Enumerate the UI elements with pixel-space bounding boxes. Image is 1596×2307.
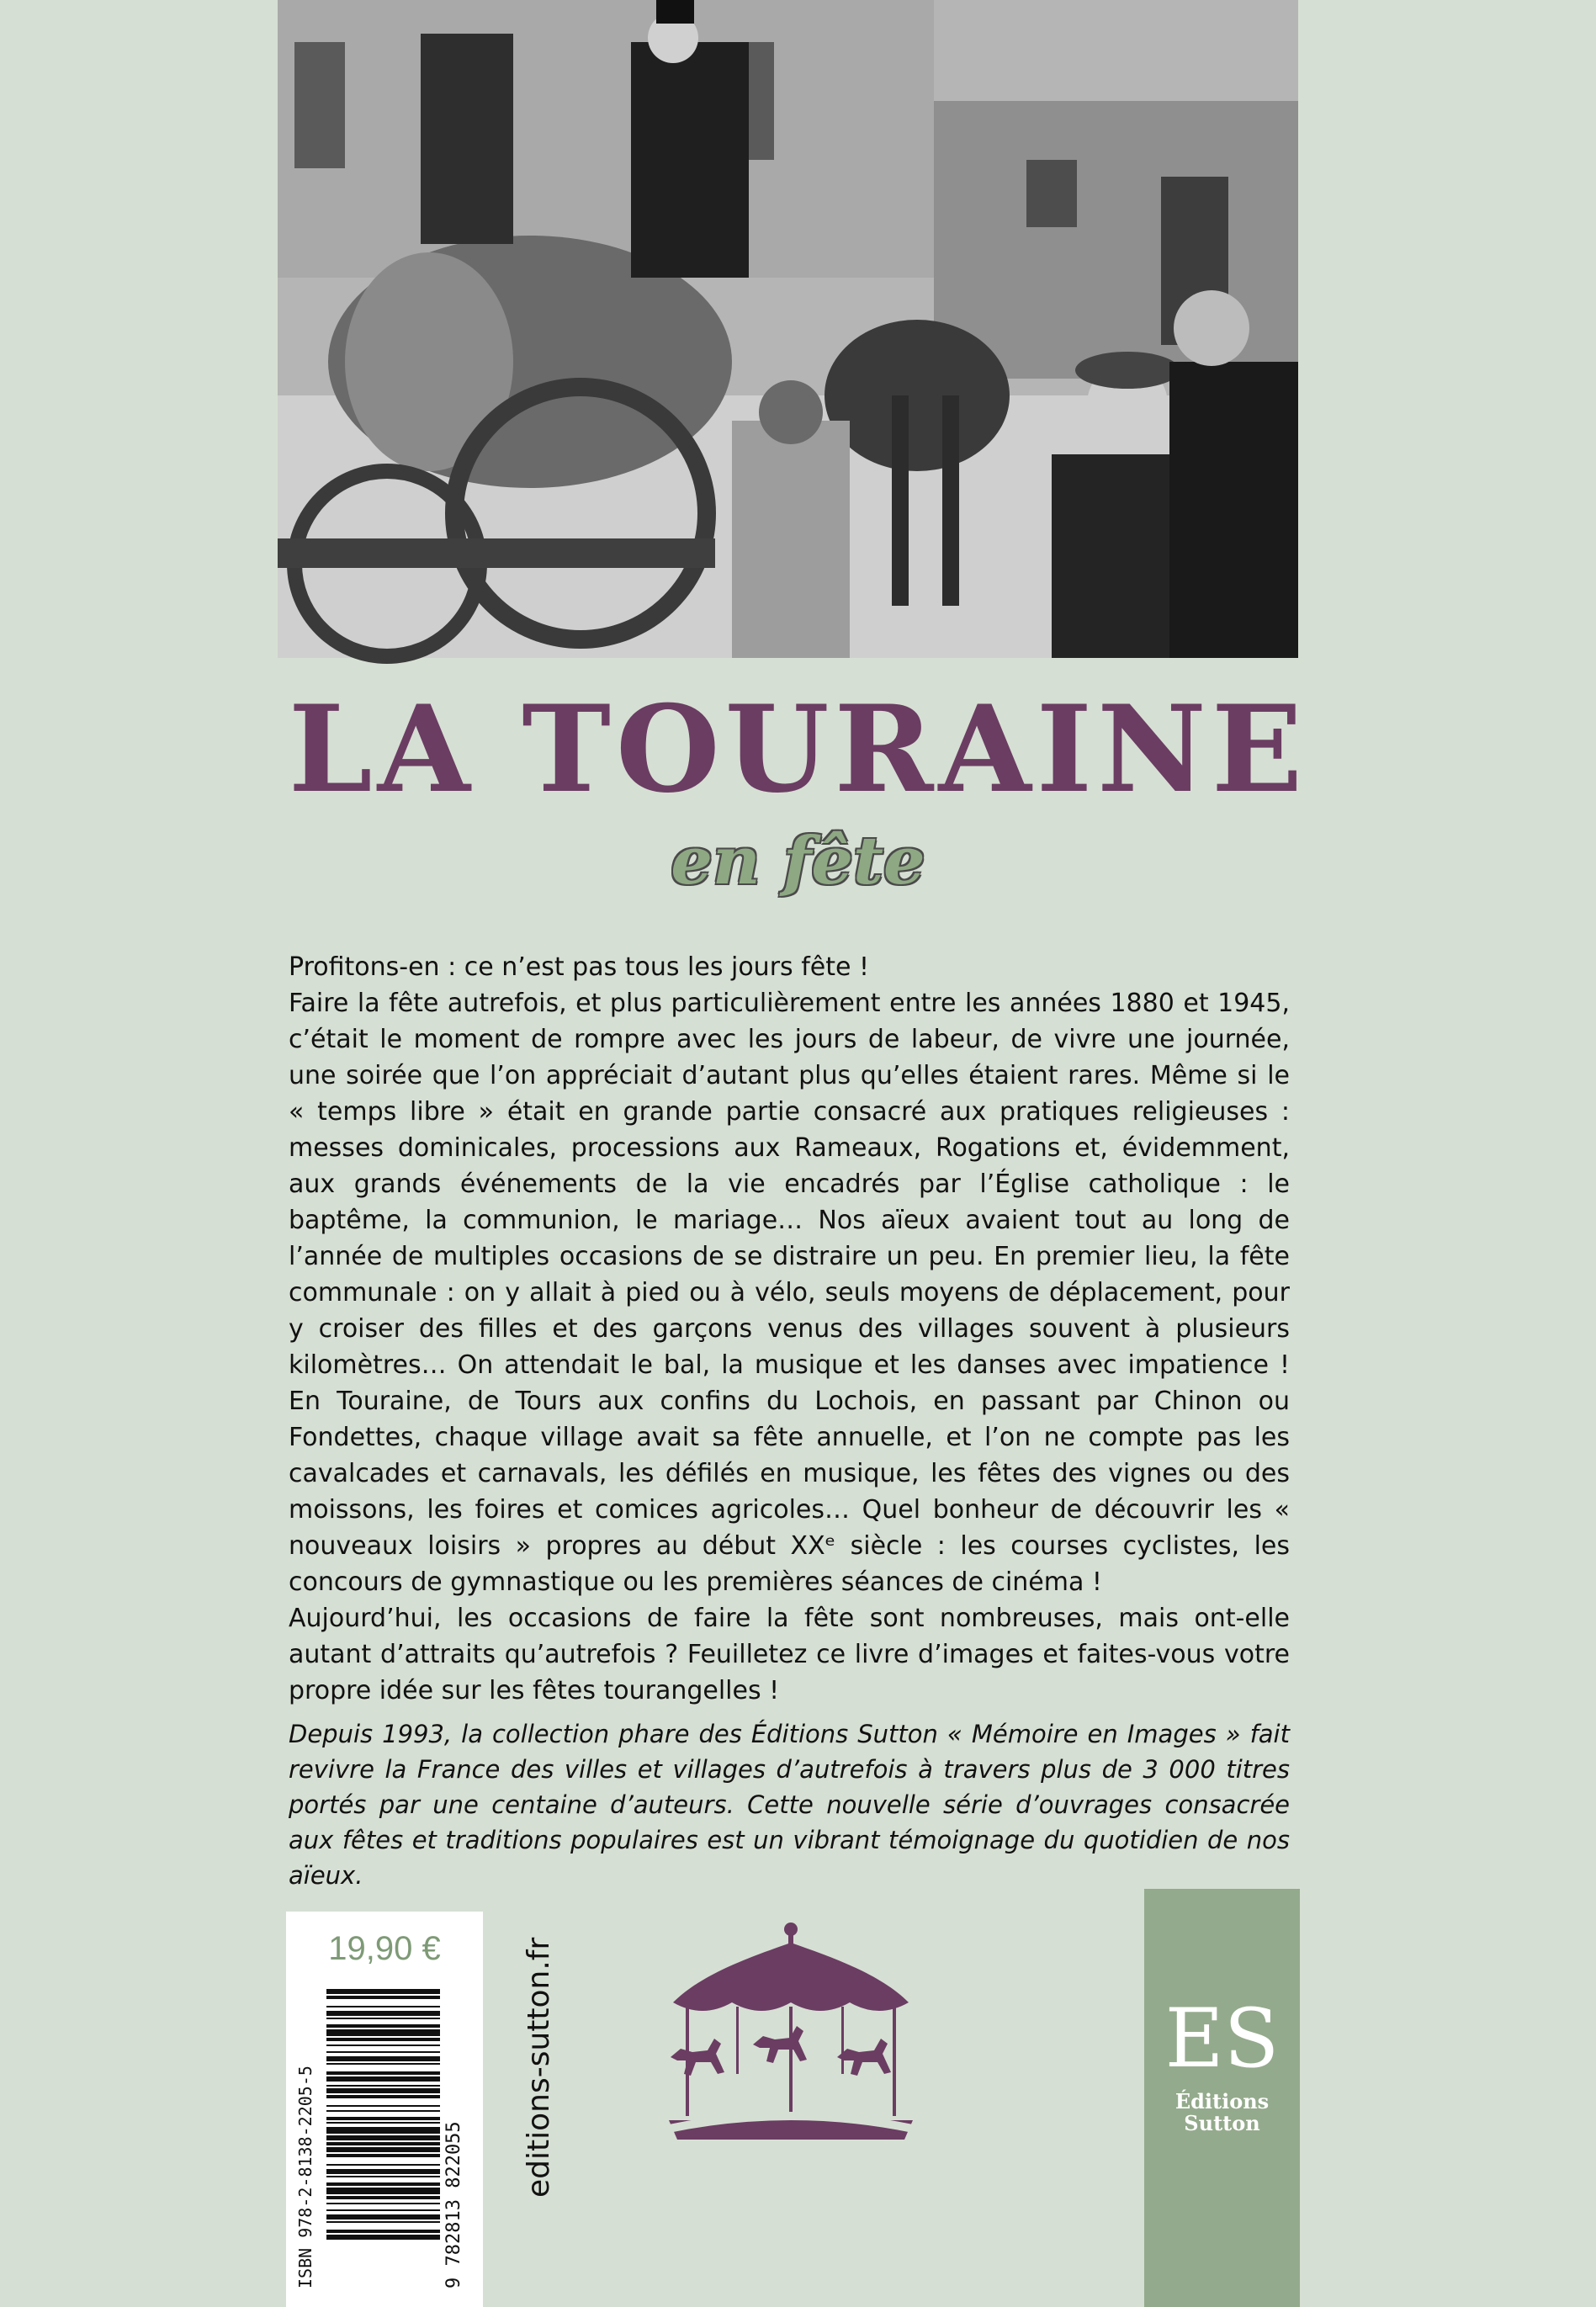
barcode-bar (326, 2209, 440, 2211)
barcode-bar (326, 2076, 440, 2082)
barcode-bar (326, 2127, 440, 2134)
barcode-bar (326, 1989, 440, 1994)
barcode-bar (326, 2006, 440, 2007)
barcode-bar (326, 2164, 440, 2166)
barcode-bar (326, 2044, 440, 2046)
publisher-logo: ES (1164, 1991, 1280, 2086)
book-subtitle: en fête (671, 823, 925, 899)
price-label: 19,90 € (328, 1930, 441, 1967)
barcode-bar (326, 2088, 440, 2093)
barcode-bar (326, 2154, 440, 2157)
barcode-bar (326, 2230, 440, 2233)
barcode-bar (326, 2188, 440, 2194)
barcode-bar (326, 2196, 440, 2199)
carousel-icon (669, 1922, 913, 2143)
barcode-bar (326, 2024, 440, 2028)
barcode-bar (326, 1996, 440, 1999)
barcode-bar (326, 2063, 440, 2065)
barcode-bar (326, 2235, 440, 2240)
barcode-bar (326, 2018, 440, 2019)
barcode-bar (326, 2142, 440, 2145)
blurb-paragraph: Profitons-en : ce n’est pas tous les jours fête ! (289, 952, 869, 982)
barcode-bar (326, 2214, 440, 2219)
cover-photo (278, 0, 1298, 658)
barcode-bar (326, 2203, 440, 2204)
publisher-name-line2: Sutton (1184, 2111, 1260, 2135)
publisher-website[interactable]: editions-sutton.fr (522, 1937, 556, 2198)
barcode-bar (326, 2056, 440, 2061)
barcode-bar (326, 2135, 440, 2140)
barcode (295, 1986, 469, 2297)
book-title: LA TOURAINE (288, 680, 1308, 819)
blurb-paragraph: Aujourd’hui, les occasions de faire la fête sont nombreuses, mais ont-elle autant d’attraits qu’autrefois ? Feuilletez ce livre d’images et faites-vous votre propre idée sur les fêtes tourangelles ! (289, 1604, 1290, 1705)
collection-description: Depuis 1993, la collection phare des Éditions Sutton « Mémoire en Images » fait revivre la France des villes et villages d’autrefois à travers plus de 3 000 titres portés par une centaine d’auteurs. Cette nouvelle série d’ouvrages consacrée aux fêtes et traditions populaires est un vibrant témoignage du quotidien de nos aïeux. (289, 1720, 1290, 1890)
barcode-bar (326, 2038, 440, 2041)
barcode-bar (326, 2085, 440, 2087)
barcode-bar (326, 2147, 440, 2152)
barcode-bar (326, 2071, 440, 2075)
back-cover-blurb (289, 949, 1290, 1709)
barcode-bar (326, 2051, 440, 2053)
isbn-label: ISBN 978-2-8138-2205-5 (295, 2066, 315, 2288)
barcode-bar (326, 2095, 440, 2098)
barcode-bar (326, 2221, 440, 2223)
publisher-panel (1144, 1889, 1300, 2307)
barcode-bar (326, 2117, 440, 2120)
barcode-bar (326, 2110, 440, 2112)
barcode-bar (326, 2105, 440, 2107)
barcode-bar (326, 2122, 440, 2124)
barcode-bar (326, 2176, 440, 2177)
barcode-digits: 9 782813 822055 (443, 2121, 464, 2288)
barcode-box (286, 1912, 483, 2307)
publisher-name-line1: Éditions (1174, 2089, 1270, 2113)
blurb-paragraph: Faire la fête autrefois, et plus particulièrement entre les années 1880 et 1945, c’était le moment de rompre avec les jours de labeur, de vivre une journée, une soirée que l’on appréciait d’autant plus qu’elles étaient rares. Même si le « temps libre » était en grande partie consacré aux pratiques religieuses : messes dominicales, processions aux Rameaux, Rogations et, évidemment, aux grands événements de la vie encadrés par l’Église catholique : le baptême, la communion, le mariage… Nos aïeux avaient tout au long de l’année de multiples occasions de se distraire un peu. En premier lieu, la fête communale : on y allait à pied ou à vélo, seuls moyens de déplacement, pour y croiser des filles et des garçons venus des villages souvent à plusieurs kilomètres… On attendait le bal, la musique et les danses avec impatience ! En Touraine, de Tours aux confins du Lochois, en passant par Chinon ou Fondettes, chaque village avait sa fête annuelle, et l’on ne compte pas les cavalcades et carnavals, les défilés en musique, les fêtes des vignes ou des moissons, les foires et comices agricoles… Quel bonheur de découvrir les « nouveaux loisirs » propres au début XXᵉ siècle : les courses cyclistes, les concours de gymnastique ou les premières séances de cinéma ! (289, 989, 1290, 1597)
barcode-bar (326, 2182, 440, 2186)
barcode-bar (326, 2169, 440, 2174)
barcode-bar (326, 2011, 440, 2016)
publisher-name (1144, 2091, 1300, 2135)
barcode-bar (326, 2029, 440, 2036)
